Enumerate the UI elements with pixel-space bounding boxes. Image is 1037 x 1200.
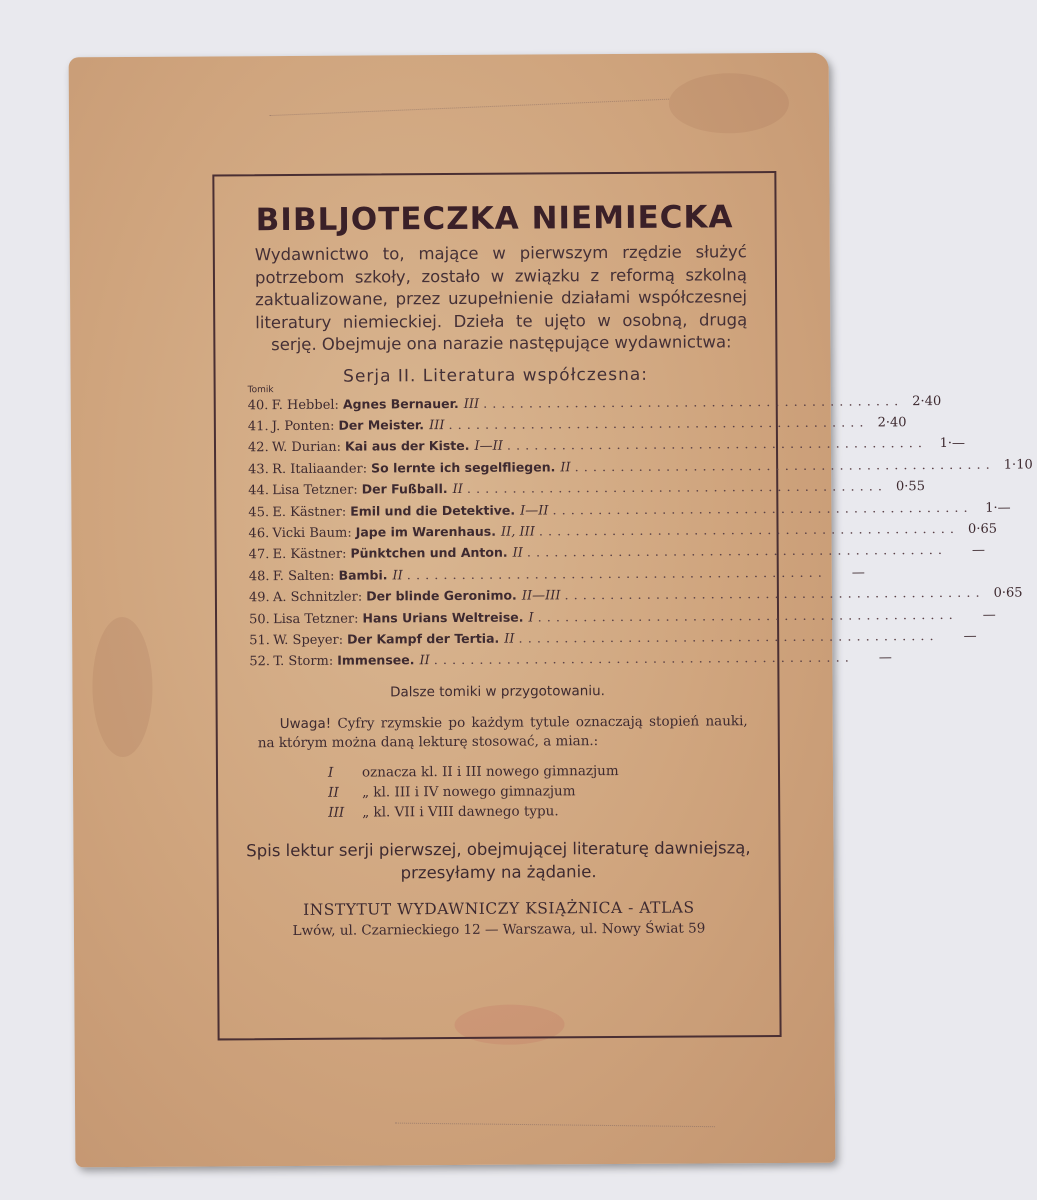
book-author: W. Speyer: bbox=[273, 632, 344, 649]
publisher-address: Lwów, ul. Czarnieckiego 12 — Warszawa, ul. Nowy Świat 59 bbox=[292, 920, 706, 939]
book-level: II, III bbox=[500, 524, 535, 540]
book-price: 1·— bbox=[939, 436, 966, 452]
book-price: 2·40 bbox=[877, 415, 907, 431]
legend-symbol: III bbox=[328, 804, 345, 821]
book-title: Emil und die Detektive. bbox=[350, 502, 516, 519]
book-level: I bbox=[528, 610, 534, 626]
list-item bbox=[248, 520, 998, 544]
leader-dots: .............................................. bbox=[518, 628, 939, 647]
book-price: 2·40 bbox=[912, 393, 942, 409]
list-item bbox=[247, 413, 907, 437]
legend-row bbox=[328, 800, 778, 823]
book-price: 1·— bbox=[985, 500, 1011, 516]
legend-text: „ kl. III i IV nowego gimnazjum bbox=[362, 783, 576, 801]
volume-number: 41. bbox=[247, 419, 269, 435]
paper-stain bbox=[92, 617, 153, 757]
book-title: Hans Urians Weltreise. bbox=[362, 609, 524, 626]
book-list bbox=[216, 392, 1033, 674]
book-price: 1·10 bbox=[1003, 457, 1033, 473]
list-item bbox=[249, 649, 892, 673]
book-author: A. Schnitzler: bbox=[272, 589, 363, 606]
list-item bbox=[248, 542, 986, 566]
book-level: III bbox=[428, 417, 445, 434]
book-author: E. Kästner: bbox=[272, 546, 347, 563]
next-volumes-note: Dalsze tomiki w przygotowaniu. bbox=[390, 682, 605, 701]
volume-number: 42. bbox=[247, 440, 269, 456]
book-level: II bbox=[419, 653, 430, 669]
book-author: Lisa Tetzner: bbox=[272, 482, 358, 499]
volume-number: 44. bbox=[248, 483, 270, 499]
book-author: W. Durian: bbox=[271, 439, 342, 456]
leader-dots: .............................................. bbox=[526, 543, 948, 561]
page-title: BIBLJOTECZKA NIEMIECKA bbox=[255, 199, 734, 239]
book-level: I—II bbox=[474, 438, 503, 455]
intro-paragraph: Wydawnictwo to, mające w pierwszym rzędzie służyć potrzebom szkoły, zostało w związku z reformą szkolną zaktualizowane, przez uzupełnienie działami współczesnej literatury niemieckiej. Dzieła te ujęto w osobną, drugą serję. Obejmuje ona narazie następujące wydawnictwa: bbox=[254, 242, 748, 355]
book-title: So lernte ich segelfliegen. bbox=[371, 459, 556, 476]
book-title: Bambi. bbox=[338, 567, 388, 583]
book-title: Der Fußball. bbox=[361, 481, 448, 497]
volume-number: 45. bbox=[248, 504, 270, 520]
list-item bbox=[249, 606, 996, 630]
series-heading: Serja II. Literatura współczesna: bbox=[343, 364, 649, 387]
volume-number: 52. bbox=[249, 654, 271, 670]
book-level: II bbox=[560, 459, 571, 476]
volume-number: 43. bbox=[248, 461, 269, 477]
book-level: III bbox=[463, 396, 480, 412]
leader-dots: .............................................. bbox=[538, 521, 960, 540]
book-price: 0·65 bbox=[993, 585, 1023, 601]
book-price: 0·65 bbox=[967, 521, 998, 537]
book-author: J. Ponten: bbox=[271, 418, 335, 435]
roman-numeral-note bbox=[218, 712, 778, 753]
note-text: Cyfry rzymskie po każdym tytule oznaczają stopień nauki, na którym można daną lekturę stosować, a mian.: bbox=[257, 712, 748, 751]
book-author: F. Salten: bbox=[272, 568, 335, 584]
leader-dots: .............................................. bbox=[574, 457, 995, 475]
leader-dots: .............................................. bbox=[506, 436, 928, 454]
leader-dots: .............................................. bbox=[406, 565, 827, 584]
leader-dots: .............................................. bbox=[537, 607, 958, 626]
leader-dots: .............................................. bbox=[448, 415, 869, 433]
book-level: II—III bbox=[521, 588, 561, 604]
paper-stain bbox=[669, 73, 789, 134]
book-author: E. Kästner: bbox=[272, 504, 347, 520]
book-title: Der Meister. bbox=[338, 417, 425, 433]
book-price: — bbox=[851, 565, 865, 581]
leader-dots: .............................................. bbox=[552, 500, 973, 518]
catalog-frame bbox=[212, 171, 1033, 1040]
book-level: II bbox=[504, 631, 515, 647]
leader-dots: .............................................. bbox=[466, 479, 888, 498]
book-level: II bbox=[452, 482, 463, 498]
book-price: — bbox=[878, 650, 892, 666]
book-level: I—II bbox=[520, 502, 549, 519]
list-item bbox=[248, 499, 1011, 523]
book-title: Der blinde Geronimo. bbox=[366, 587, 517, 604]
list-item bbox=[248, 456, 1033, 480]
book-author: Lisa Tetzner: bbox=[273, 611, 359, 627]
legend-text: oznacza kl. II i III nowego gimnazjum bbox=[361, 762, 619, 781]
leader-dots: .............................................. bbox=[433, 650, 854, 669]
legend-symbol: I bbox=[327, 764, 334, 781]
volume-number: 48. bbox=[248, 568, 270, 584]
list-item bbox=[248, 584, 1023, 608]
leader-dots: .............................................. bbox=[483, 393, 904, 412]
book-author: T. Storm: bbox=[273, 654, 334, 670]
publisher-name: INSTYTUT WYDAWNICZY KSIĄŻNICA - ATLAS bbox=[303, 898, 695, 919]
level-legend bbox=[328, 760, 778, 823]
volume-number: 50. bbox=[249, 611, 270, 627]
book-author: R. Italiaander: bbox=[272, 461, 368, 477]
volume-number: 46. bbox=[248, 526, 270, 542]
book-title: Agnes Bernauer. bbox=[342, 395, 459, 412]
booklet-back-cover bbox=[69, 53, 1033, 1168]
list-item bbox=[247, 392, 942, 416]
legend-row bbox=[328, 780, 778, 803]
book-title: Pünktchen und Anton. bbox=[350, 545, 508, 561]
book-title: Immensee. bbox=[337, 652, 415, 669]
book-title: Kai aus der Kiste. bbox=[344, 438, 470, 454]
volume-number: 49. bbox=[248, 590, 270, 606]
volume-number: 51. bbox=[249, 633, 270, 649]
list-item bbox=[249, 627, 977, 651]
list-item bbox=[248, 477, 926, 501]
first-series-note: Spis lektur serji pierwszej, obejmującej literaturę dawniejszą, przesyłamy na żądanie. bbox=[246, 837, 751, 883]
legend-symbol: II bbox=[328, 784, 339, 801]
leader-dots: .............................................. bbox=[564, 585, 985, 604]
note-lead: Uwaga! bbox=[279, 715, 332, 732]
book-author: F. Hebbel: bbox=[271, 397, 339, 413]
book-price: — bbox=[982, 607, 996, 623]
book-author: Vicki Baum: bbox=[272, 525, 352, 542]
book-price: — bbox=[963, 628, 977, 644]
legend-text: „ kl. VII i VIII dawnego typu. bbox=[362, 803, 559, 821]
book-title: Jape im Warenhaus. bbox=[355, 523, 496, 540]
book-level: II bbox=[512, 545, 523, 561]
list-item bbox=[248, 563, 865, 587]
book-price: — bbox=[971, 543, 986, 559]
pencil-marks bbox=[395, 1093, 715, 1128]
book-level: II bbox=[392, 568, 403, 584]
pencil-marks bbox=[269, 77, 670, 116]
legend-row bbox=[328, 760, 778, 783]
volume-number: 40. bbox=[247, 397, 269, 413]
book-title: Der Kampf der Tertia. bbox=[347, 630, 500, 647]
list-item bbox=[247, 435, 966, 459]
book-price: 0·55 bbox=[895, 479, 926, 495]
tomik-column-label: Tomik bbox=[247, 384, 274, 395]
volume-number: 47. bbox=[248, 547, 270, 563]
